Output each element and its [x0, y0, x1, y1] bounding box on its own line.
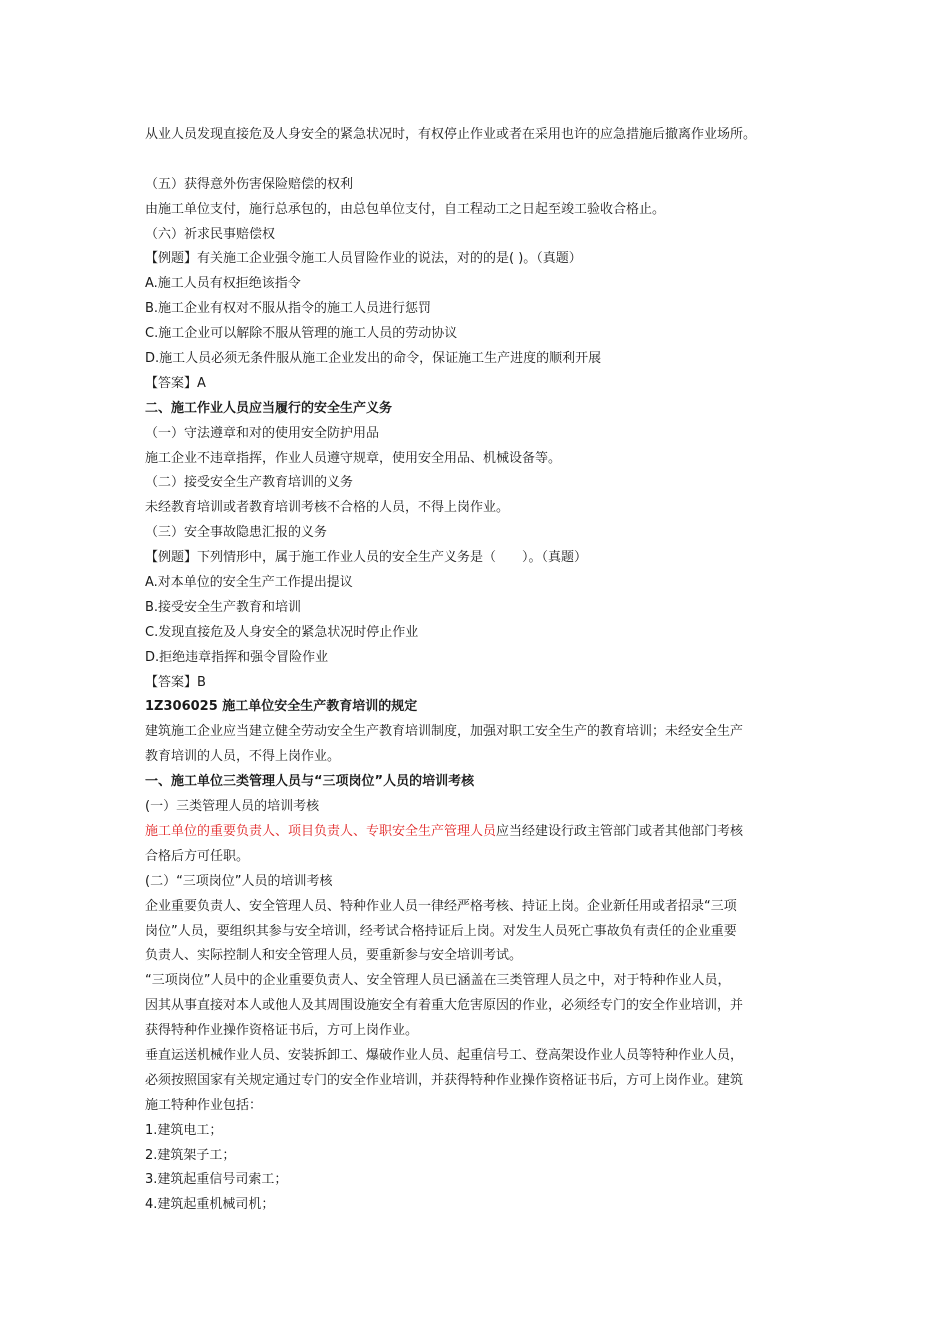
option-c: C.发现直接危及人身安全的紧急状况时停止作业 [145, 624, 419, 640]
text-line: “三项岗位”人员中的企业重要负责人、安全管理人员已涵盖在三类管理人员之中，对于特种作业人员， [145, 973, 731, 989]
answer: 【答案】A [145, 375, 206, 391]
text-line: 获得特种作业操作资格证书后，方可上岗作业。 [145, 1023, 419, 1039]
list-item: 3.建筑起重信号司索工； [145, 1172, 288, 1188]
text-line: 教育培训的人员，不得上岗作业。 [145, 749, 341, 765]
subheading: （五）获得意外伤害保险赔偿的权利 [145, 176, 354, 192]
section-heading: 一、施工单位三类管理人员与“三项岗位”人员的培训考核 [145, 774, 475, 790]
text-line: 必须按照国家有关规定通过专门的安全作业培训，并获得特种作业操作资格证书后，方可上岗作业。建筑 [145, 1072, 744, 1088]
text-line: 由施工单位支付，施行总承包的，由总包单位支付，自工程动工之日起至竣工验收合格止。 [145, 201, 666, 217]
subheading: （六）祈求民事赔偿权 [145, 226, 276, 242]
subheading: （二）接受安全生产教育培训的义务 [145, 475, 354, 491]
text-line: 建筑施工企业应当建立健全劳动安全生产教育培训制度，加强对职工安全生产的教育培训；未经安全生产 [145, 724, 744, 740]
text-line [145, 820, 817, 845]
section-code-heading: 1Z306025 施工单位安全生产教育培训的规定 [145, 699, 418, 715]
option-d: D.施工人员必须无条件服从施工企业发出的命令，保证施工生产进度的顺利开展 [145, 351, 602, 367]
text-line: 岗位”人员，要组织其参与安全培训，经考试合格持证后上岗。对发生人员死亡事故负有责任的企业重要 [145, 923, 737, 939]
subheading: （三）安全事故隐患汇报的义务 [145, 525, 328, 541]
text-span: 应当经建设行政主管部门或者其他部门考核 [496, 823, 744, 839]
text-line: 负责人、实际控制人和安全管理人员，要重新参与安全培训考试。 [145, 948, 523, 964]
option-c: C.施工企业可以解除不服从管理的施工人员的劳动协议 [145, 326, 458, 342]
text-line: 施工企业不违章指挥，作业人员遵守规章，使用安全用品、机械设备等。 [145, 450, 562, 466]
list-item: 4.建筑起重机械司机； [145, 1197, 275, 1213]
option-a: A.施工人员有权拒绝该指令 [145, 276, 301, 292]
list-item: 1.建筑电工； [145, 1122, 223, 1138]
option-d: D.拒绝违章指挥和强令冒险作业 [145, 649, 329, 665]
section-heading: 二、施工作业人员应当履行的安全生产义务 [145, 400, 393, 416]
document-page [145, 123, 817, 1218]
text-line: 未经教育培训或者教育培训考核不合格的人员，不得上岗作业。 [145, 500, 510, 516]
blank-line [145, 148, 817, 173]
list-item: 2.建筑架子工； [145, 1147, 236, 1163]
subheading: (二）“三项岗位”人员的培训考核 [145, 873, 333, 889]
subheading: (一）三类管理人员的培训考核 [145, 799, 320, 815]
option-b: B.施工企业有权对不服从指令的施工人员进行惩罚 [145, 301, 432, 317]
answer: 【答案】B [145, 674, 206, 690]
subheading: （一）守法遵章和对的使用安全防护用品 [145, 425, 380, 441]
example-question: 【例题】有关施工企业强令施工人员冒险作业的说法，对的的是( )。（真题） [145, 251, 582, 267]
option-b: B.接受安全生产教育和培训 [145, 599, 302, 615]
highlighted-text: 施工单位的重要负责人、项目负责人、专职安全生产管理人员 [145, 823, 497, 839]
text-line: 因其从事直接对本人或他人及其周围设施安全有着重大危害原因的作业，必须经专门的安全作业培训，并 [145, 998, 744, 1014]
text-line: 垂直运送机械作业人员、安装拆卸工、爆破作业人员、起重信号工、登高架设作业人员等特种作业人员， [145, 1047, 744, 1063]
text-line: 合格后方可任职。 [145, 848, 250, 864]
text-line: 企业重要负责人、安全管理人员、特种作业人员一律经严格考核、持证上岗。企业新任用或者招录“三项 [145, 898, 737, 914]
example-question: 【例题】下列情形中，属于施工作业人员的安全生产义务是（ ）。（真题） [145, 550, 588, 566]
option-a: A.对本单位的安全生产工作提出提议 [145, 575, 353, 591]
text-line: 从业人员发现直接危及人身安全的紧急状况时，有权停止作业或者在采用也许的应急措施后撤离作业场所。 [145, 127, 757, 142]
text-line: 施工特种作业包括： [145, 1097, 263, 1113]
